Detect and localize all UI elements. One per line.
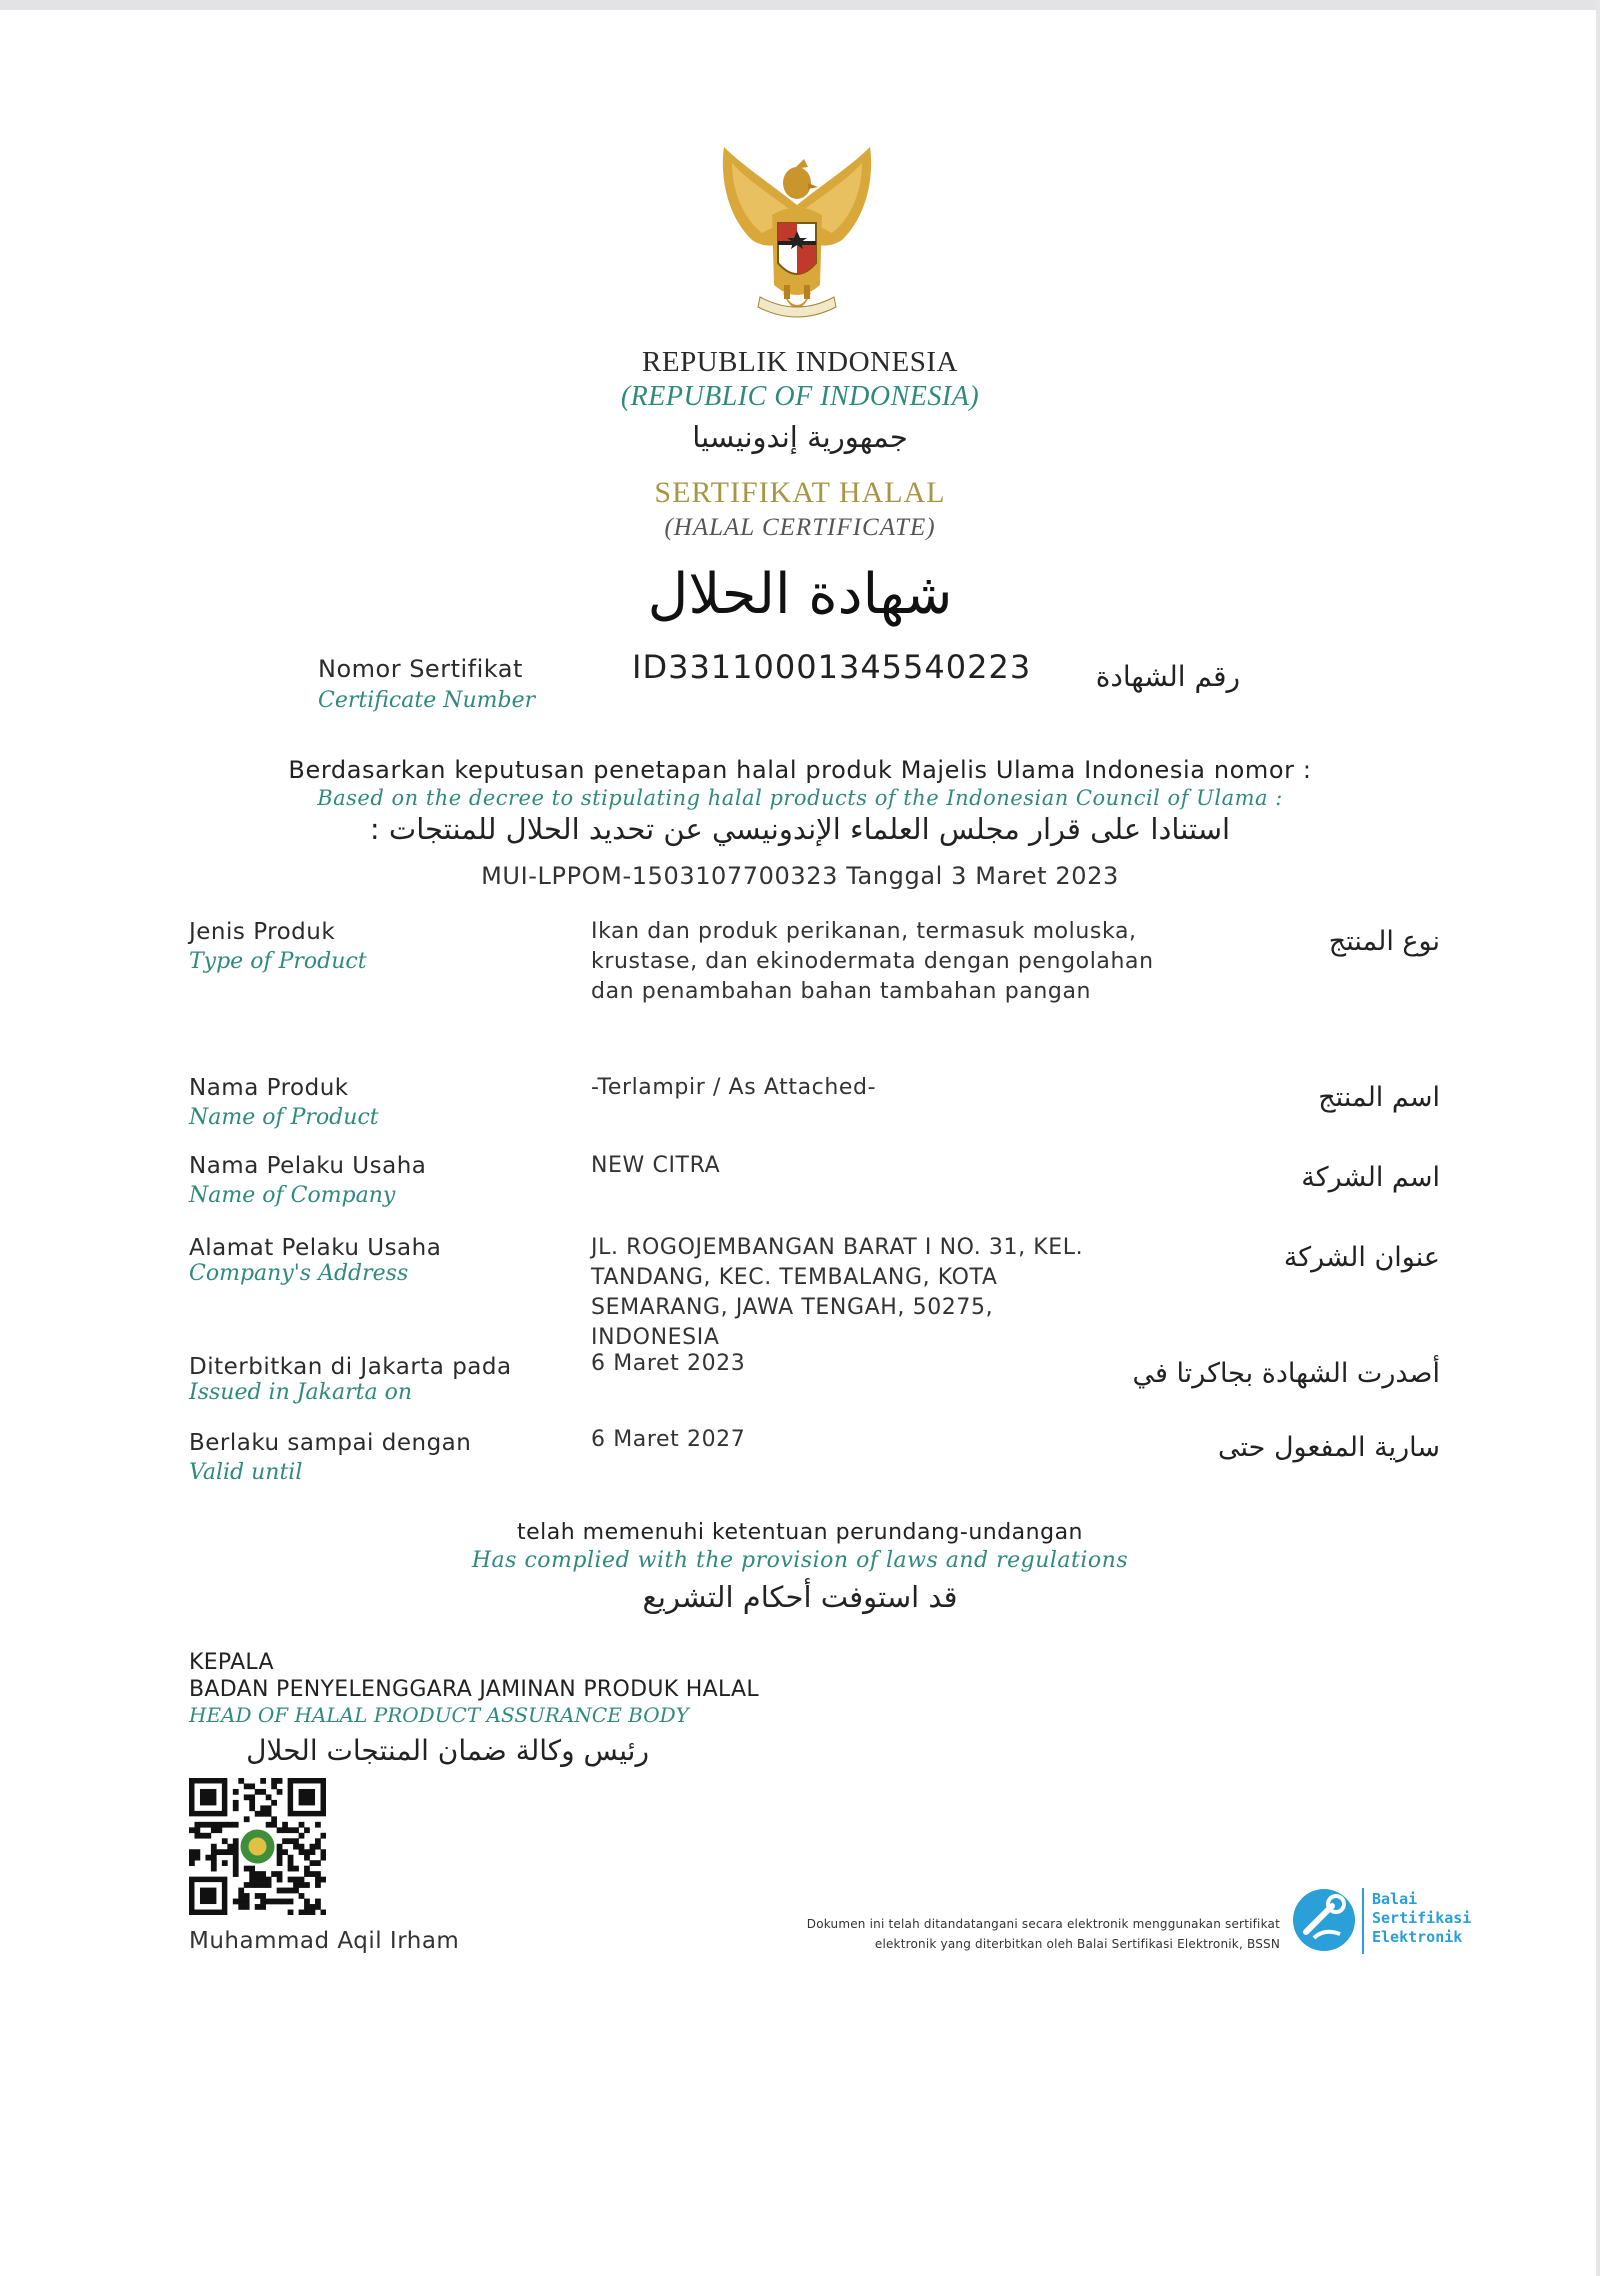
country-title-ar: جمهورية إندونيسيا <box>692 420 908 454</box>
field-label-en: Valid until <box>189 1460 303 1485</box>
field-label: Alamat Pelaku Usaha <box>189 1235 442 1261</box>
country-title-en: (REPUBLIC OF INDONESIA) <box>620 381 980 412</box>
certificate-title-ar: شهادة الحلال <box>647 562 953 627</box>
compliance-statement-en: Has complied with the provision of laws and regulations <box>471 1548 1129 1573</box>
field-value-type-of-product <box>591 917 1211 1007</box>
field-label: Diterbitkan di Jakarta pada <box>189 1354 512 1380</box>
bsre-line: Elektronik <box>1372 1928 1463 1946</box>
certificate-title: SERTIFIKAT HALAL <box>654 476 946 509</box>
field-label-ar: عنوان الشركة <box>1283 1242 1440 1273</box>
electronic-signature-note <box>720 1914 1280 1954</box>
bsre-divider <box>1362 1888 1364 1954</box>
value-line: INDONESIA <box>591 1325 720 1350</box>
compliance-statement: telah memenuhi ketentuan perundang-undangan <box>516 1520 1084 1545</box>
field-label-en: Company's Address <box>189 1261 409 1286</box>
field-label-ar: اسم المنتج <box>1318 1082 1440 1113</box>
value-line: NEW CITRA <box>591 1153 721 1178</box>
signatory-organization: BADAN PENYELENGGARA JAMINAN PRODUK HALAL <box>189 1677 759 1702</box>
bsre-line: Sertifikasi <box>1372 1909 1472 1927</box>
certificate-number-label-en: Certificate Number <box>318 688 536 713</box>
note-line: elektronik yang diterbitkan oleh Balai Sertifikasi Elektronik, BSSN <box>874 1937 1280 1951</box>
decree-statement-en: Based on the decree to stipulating halal products of the Indonesian Council of Ulama : <box>317 786 1283 810</box>
field-label-en: Name of Product <box>189 1105 379 1130</box>
field-label-en: Name of Company <box>189 1183 396 1208</box>
field-value-name-of-product <box>591 1073 1211 1103</box>
value-line: JL. ROGOJEMBANGAN BARAT I NO. 31, KEL. <box>591 1235 1084 1260</box>
field-label: Berlaku sampai dengan <box>189 1430 472 1456</box>
value-line: TANDANG, KEC. TEMBALANG, KOTA <box>591 1265 998 1290</box>
certificate-number-value: ID33110001345540223 <box>632 648 1032 686</box>
decree-statement-ar: استنادا على قرار مجلس العلماء الإندونيسي عن تحديد الحلال للمنتجات : <box>369 812 1231 846</box>
field-company-address <box>189 1235 441 1286</box>
field-value-company-address <box>591 1233 1211 1349</box>
field-label-ar: نوع المنتج <box>1328 926 1440 957</box>
value-line: 6 Maret 2027 <box>591 1427 746 1452</box>
signatory-name: Muhammad Aqil Irham <box>189 1928 460 1954</box>
value-line: SEMARANG, JAWA TENGAH, 50275, <box>591 1295 994 1320</box>
qr-code-icon <box>189 1778 326 1915</box>
certificate-title-en: (HALAL CERTIFICATE) <box>664 514 936 541</box>
bsre-line: Balai <box>1372 1890 1418 1908</box>
field-name-of-product <box>189 1075 379 1130</box>
field-label-ar: أصدرت الشهادة بجاكرتا في <box>1132 1358 1440 1389</box>
field-label-ar: سارية المفعول حتى <box>1218 1432 1440 1463</box>
value-line: -Terlampir / As Attached- <box>591 1075 877 1100</box>
signatory-organization-ar: رئيس وكالة ضمان المنتجات الحلال <box>246 1734 649 1767</box>
field-label: Nama Produk <box>189 1075 349 1101</box>
field-label-en: Issued in Jakarta on <box>189 1380 412 1405</box>
certificate-number-label-ar: رقم الشهادة <box>1095 660 1240 693</box>
country-title: REPUBLIK INDONESIA <box>642 346 958 378</box>
field-label: Nama Pelaku Usaha <box>189 1153 427 1179</box>
compliance-statement-ar: قد استوفت أحكام التشريع <box>642 1580 958 1614</box>
note-line: Dokumen ini telah ditandatangani secara elektronik menggunakan sertifikat <box>806 1917 1280 1931</box>
field-type-of-product <box>189 919 367 974</box>
value-line: krustase, dan ekinodermata dengan pengolahan <box>591 949 1154 974</box>
value-line: dan penambahan bahan tambahan pangan <box>591 979 1092 1004</box>
value-line: Ikan dan produk perikanan, termasuk moluska, <box>591 919 1137 944</box>
field-label: Jenis Produk <box>189 919 336 945</box>
field-label-en: Type of Product <box>189 949 367 974</box>
decree-number: MUI-LPPOM-1503107700323 Tanggal 3 Maret 2023 <box>481 862 1119 890</box>
certificate-number-label: Nomor Sertifikat <box>318 655 523 683</box>
decree-statement: Berdasarkan keputusan penetapan halal produk Majelis Ulama Indonesia nomor : <box>288 756 1312 784</box>
field-value-name-of-company <box>591 1151 1211 1181</box>
signatory-organization-en: HEAD OF HALAL PRODUCT ASSURANCE BODY <box>189 1703 689 1727</box>
viewer-top-border <box>0 0 1600 10</box>
field-label-ar: اسم الشركة <box>1301 1162 1440 1193</box>
field-issued-date <box>189 1354 512 1405</box>
bsre-logo-text <box>1372 1890 1471 1947</box>
viewer-right-border <box>1596 0 1600 2276</box>
value-line: 6 Maret 2023 <box>591 1351 746 1376</box>
field-valid-until <box>189 1430 471 1485</box>
signatory-title: KEPALA <box>189 1650 274 1675</box>
field-name-of-company <box>189 1153 426 1208</box>
bsre-logo-icon <box>1292 1888 1356 1952</box>
garuda-emblem-icon <box>712 145 882 325</box>
